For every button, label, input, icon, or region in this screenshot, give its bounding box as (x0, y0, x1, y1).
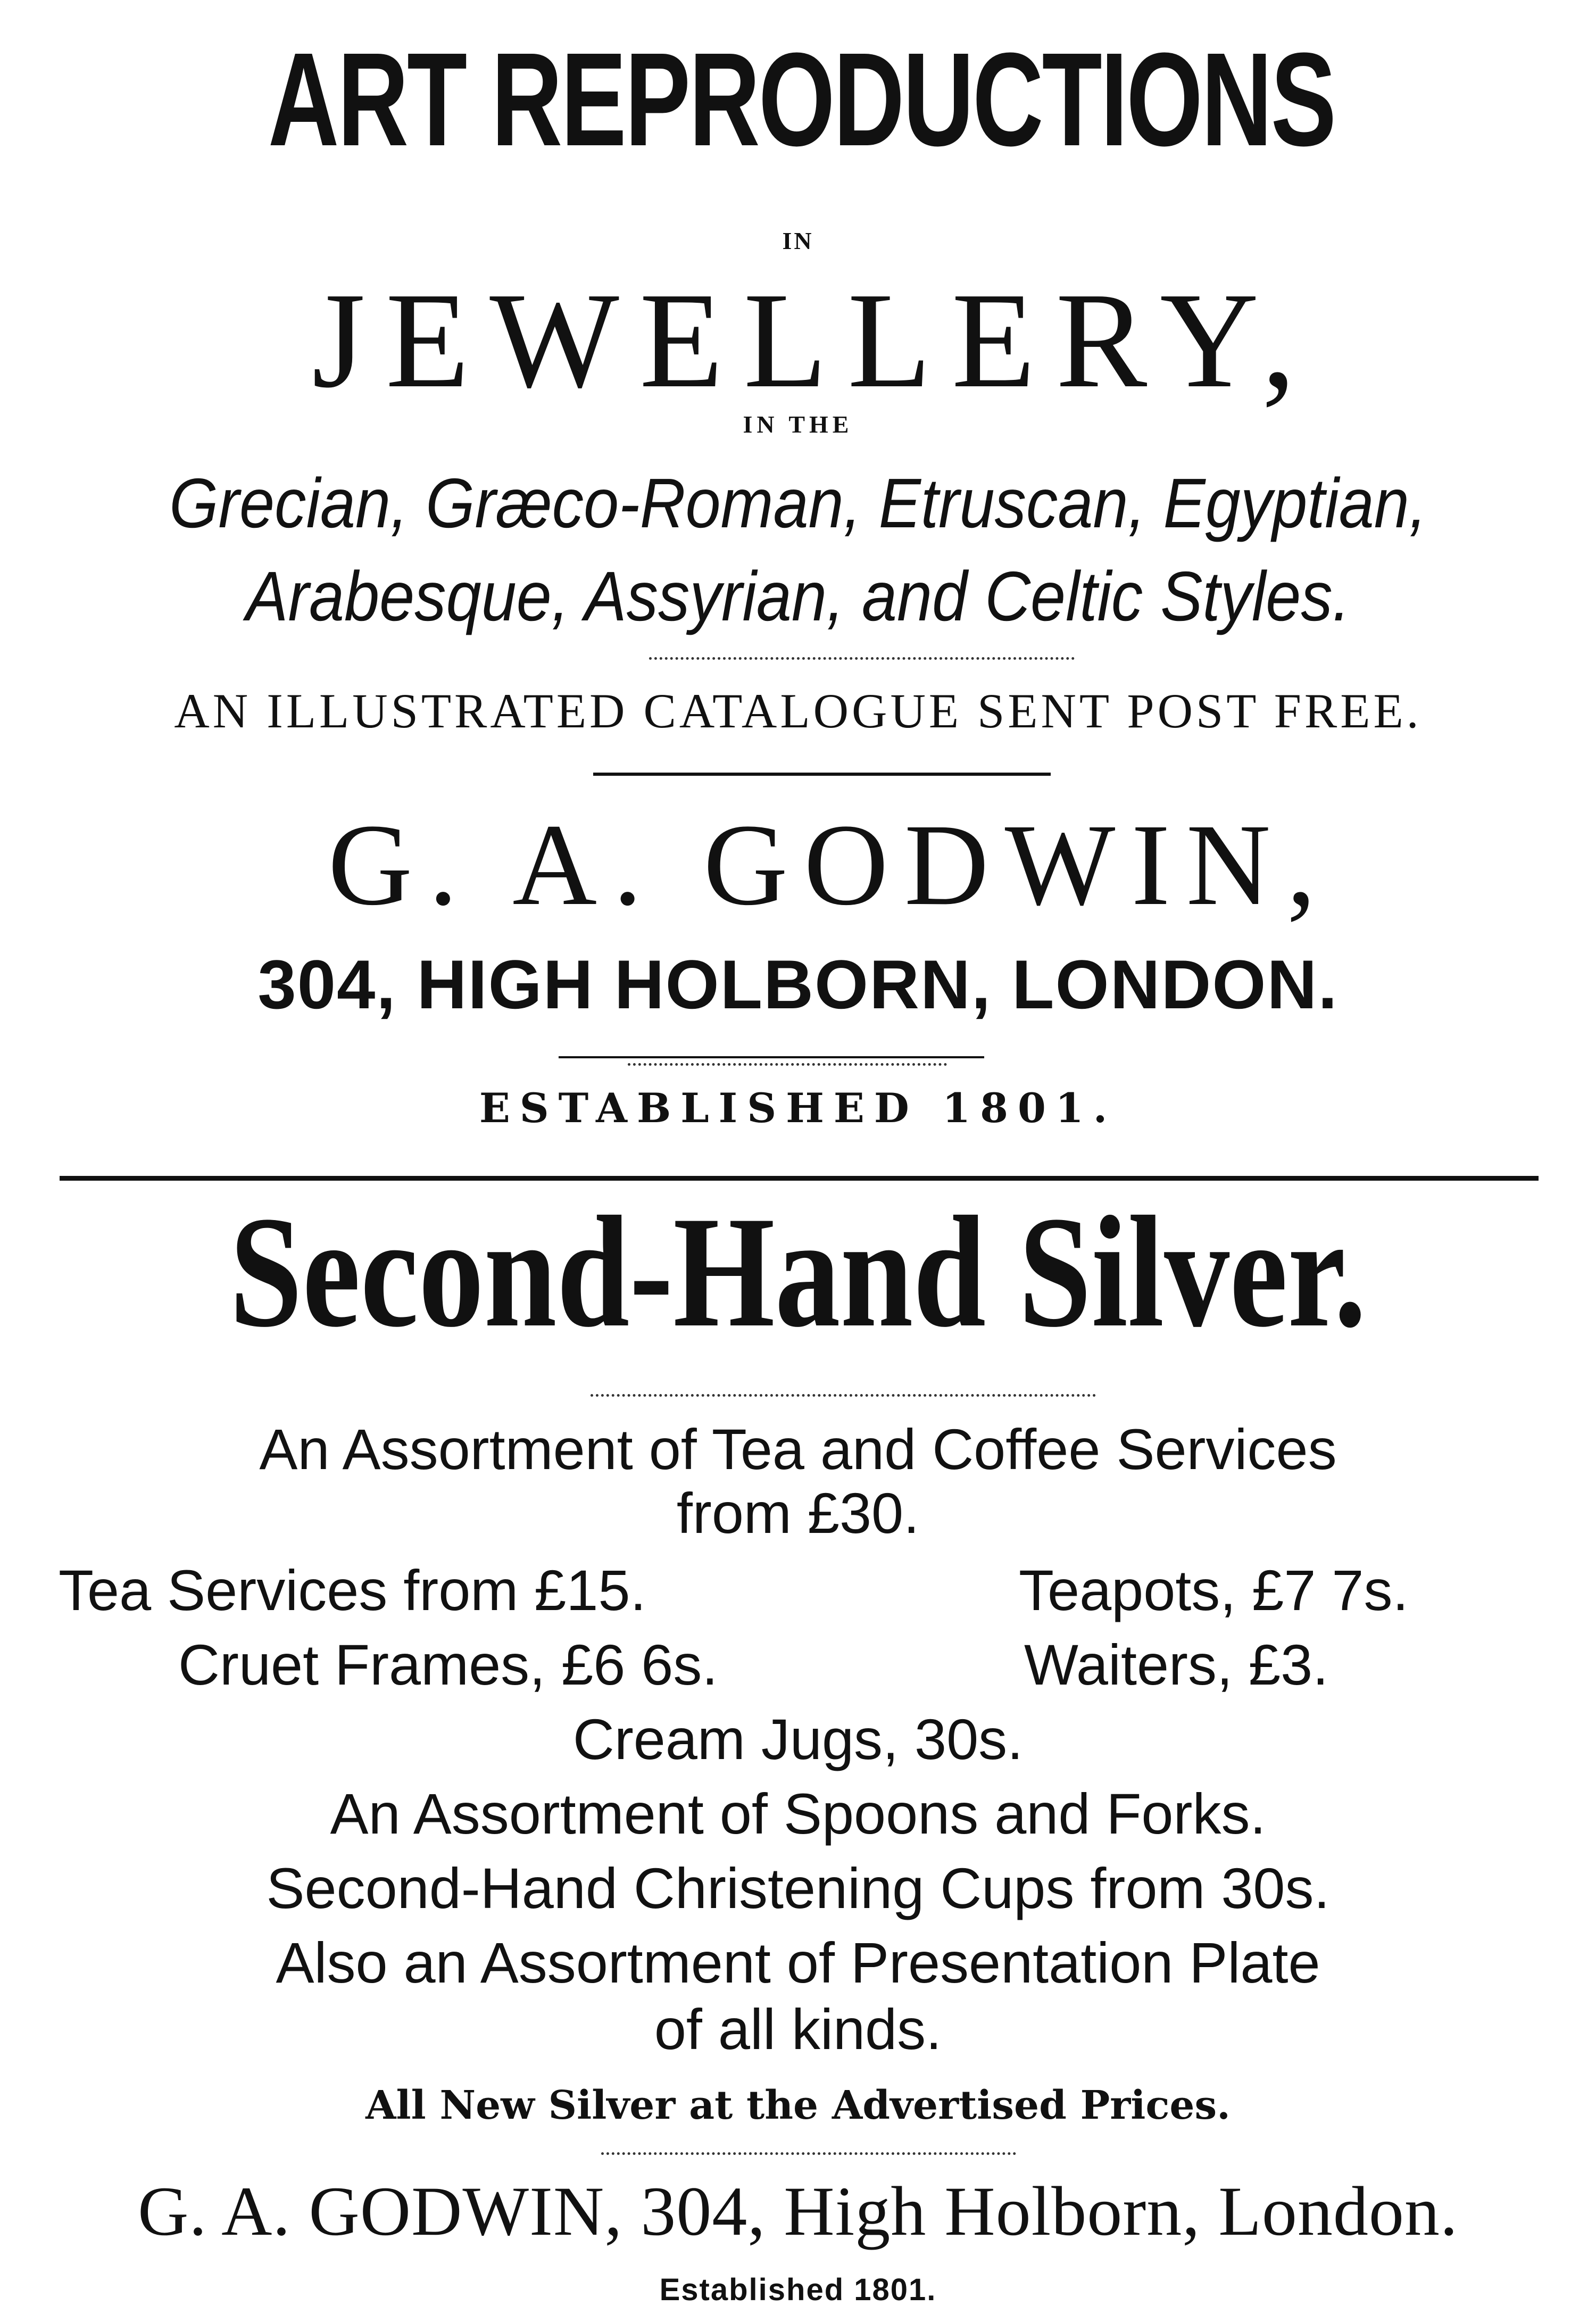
item-waiters: Waiters, £3. (1024, 1632, 1329, 1697)
subject-heading: JEWELLERY, (312, 264, 1316, 416)
item-teapots: Teapots, £7 7s. (1019, 1558, 1409, 1622)
catalogue-note: AN ILLUSTRATED CATALOGUE SENT POST FREE. (174, 684, 1422, 738)
item-presentation-plate-cont: of all kinds. (654, 1997, 942, 2061)
item-cruet-frames: Cruet Frames, £6 6s. (178, 1632, 718, 1697)
dotted-divider (649, 657, 1075, 660)
silver-section-title: Second-Hand Silver. (229, 1183, 1367, 1360)
item-tea-services: Tea Services from £15. (59, 1558, 646, 1622)
item-christening-cups: Second-Hand Christening Cups from 30s. (266, 1856, 1330, 1920)
item-presentation-plate: Also an Assortment of Presentation Plate (276, 1930, 1320, 1995)
dotted-divider (601, 2152, 1016, 2155)
item-cream-jugs: Cream Jugs, 30s. (572, 1707, 1024, 1771)
merchant-address: 304, HIGH HOLBORN, LONDON. (257, 946, 1339, 1023)
established-note: ESTABLISHED 1801. (479, 1084, 1117, 1132)
item-spoons-forks: An Assortment of Spoons and Forks. (330, 1781, 1266, 1846)
footer-established: Established 1801. (659, 2273, 937, 2307)
thin-rule (559, 1056, 984, 1058)
section-divider (60, 1176, 1539, 1181)
styles-line-2: Arabesque, Assyrian, and Celtic Styles. (246, 557, 1350, 635)
item-tea-coffee-services: An Assortment of Tea and Coffee Services (259, 1417, 1337, 1481)
item-tea-coffee-price: from £30. (676, 1481, 920, 1545)
styles-line-1: Grecian, Græco-Roman, Etruscan, Egyptian, (169, 464, 1427, 542)
dotted-divider (628, 1063, 947, 1066)
footer-merchant: G. A. GODWIN, 304, High Holborn, London. (138, 2172, 1458, 2250)
connector-in-the: IN THE (743, 411, 853, 438)
dotted-divider (591, 1394, 1096, 1397)
advert-headline: ART REPRODUCTIONS (268, 25, 1335, 173)
new-silver-note: All New Silver at the Advertised Prices. (365, 2083, 1231, 2128)
short-rule (593, 773, 1051, 776)
connector-in: IN (782, 227, 814, 254)
merchant-name: G. A. GODWIN, (328, 800, 1332, 930)
